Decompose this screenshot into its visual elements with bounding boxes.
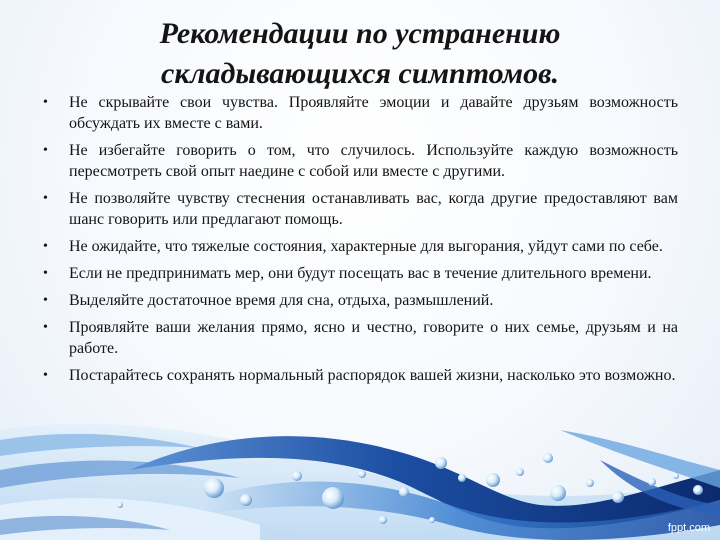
slide-title	[40, 14, 680, 94]
bullet-icon: •	[43, 368, 48, 383]
list-item-text: Не позволяйте чувству стеснения останавливать вас, когда другие предоставляют вам шанс говорить или предлагают помощь.	[69, 190, 678, 228]
list-item-text: Постарайтесь сохранять нормальный распорядок вашей жизни, насколько это возможно.	[69, 367, 676, 384]
list-item-text: Не ожидайте, что тяжелые состояния, характерные для выгорания, уйдут сами по себе.	[69, 238, 663, 255]
recommendations-list	[40, 92, 678, 392]
watermark: fppt.com	[667, 522, 710, 534]
list-item	[40, 188, 678, 230]
list-item	[40, 140, 678, 182]
slide-title-line-2: складывающихся симптомов.	[161, 57, 559, 90]
list-item	[40, 317, 678, 359]
bullet-icon: •	[43, 320, 48, 335]
list-item-text: Выделяйте достаточное время для сна, отдыха, размышлений.	[69, 292, 494, 309]
list-item-text: Проявляйте ваши желания прямо, ясно и честно, говорите о них семье, друзьям и на работе.	[69, 319, 678, 357]
list-item	[40, 263, 678, 284]
list-item	[40, 290, 678, 311]
list-item	[40, 92, 678, 134]
bullet-icon: •	[43, 266, 48, 281]
bullet-icon: •	[43, 191, 48, 206]
slide-title-line-1: Рекомендации по устранению	[159, 17, 561, 50]
bullet-icon: •	[43, 239, 48, 254]
bullet-icon: •	[43, 293, 48, 308]
list-item-text: Не избегайте говорить о том, что случилось. Используйте каждую возможность пересмотреть свой опыт наедине с собой или вместе с другими.	[69, 142, 678, 180]
list-item-text: Не скрывайте свои чувства. Проявляйте эмоции и давайте друзьям возможность обсуждать их вместе с вами.	[69, 94, 678, 132]
list-item	[40, 365, 678, 386]
bullet-icon: •	[43, 143, 48, 158]
list-item-text: Если не предпринимать мер, они будут посещать вас в течение длительного времени.	[69, 265, 652, 282]
bullet-icon: •	[43, 95, 48, 110]
list-item	[40, 236, 678, 257]
